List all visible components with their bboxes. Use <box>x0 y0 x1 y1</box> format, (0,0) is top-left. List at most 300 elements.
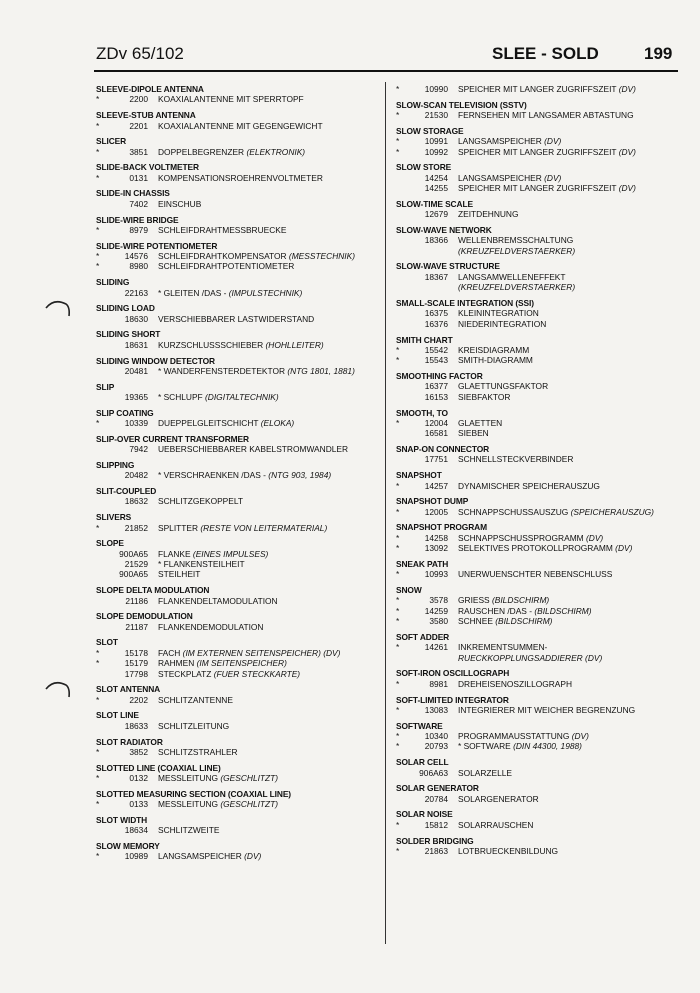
translation-row <box>96 799 378 809</box>
subject-field: (MESSTECHNIK) <box>288 251 355 262</box>
entry-term: SLIDE-WIRE POTENTIOMETER <box>96 240 218 251</box>
term-code: 21186 <box>125 595 148 606</box>
term-code: 10992 <box>424 146 448 157</box>
translation <box>158 658 287 668</box>
translation-row <box>396 820 680 830</box>
translation <box>158 496 243 506</box>
translation-row <box>396 705 680 715</box>
entry-term: SLOW-SCAN TELEVISION (SSTV) <box>396 99 527 110</box>
term-code: 3852 <box>129 746 148 757</box>
translation-text: MESSLEITUNG <box>158 773 219 784</box>
entry-term: SLOW-WAVE NETWORK <box>396 224 492 235</box>
translation-text: LANGSAMSPEICHER <box>158 851 242 862</box>
entry-term: SLIDING <box>96 277 130 288</box>
standard-marker: * <box>96 694 100 705</box>
translation <box>458 209 519 219</box>
standard-marker <box>396 173 408 183</box>
dictionary-entry <box>396 585 680 627</box>
translation-text: INTEGRIERER MIT WEICHER BEGRENZUNG <box>458 704 636 715</box>
translation-text: SPEICHER MIT LANGER ZUGRIFFSZEIT <box>458 84 617 94</box>
translation-text: FLANKE <box>158 548 191 559</box>
dictionary-entry <box>96 110 378 131</box>
entry-term: SOFTWARE <box>396 720 443 731</box>
dictionary-entry <box>96 241 378 272</box>
term-code: 900A65 <box>119 569 148 580</box>
translation-text: SCHLEIFDRAHTMESSBRUECKE <box>158 224 287 235</box>
entry-term: SLIT-COUPLED <box>96 486 157 497</box>
entry-term: SLIVERS <box>96 512 132 523</box>
translation <box>458 454 573 464</box>
subject-field: (DV) <box>618 183 636 194</box>
translation-row <box>396 481 680 491</box>
term-code: 2202 <box>129 694 148 705</box>
term-code: 10340 <box>424 731 448 742</box>
translation <box>458 595 549 605</box>
dictionary-entry <box>96 763 378 784</box>
dictionary-entry <box>96 460 378 481</box>
term-code: 12005 <box>424 506 448 517</box>
translation-row <box>396 768 680 778</box>
translation-row <box>396 392 680 402</box>
translation-text: KOAXIALANTENNE MIT GEGENGEWICHT <box>158 120 323 131</box>
entry-term: SLOT RADIATOR <box>96 736 163 747</box>
dictionary-entry <box>396 335 680 366</box>
translation <box>458 731 589 741</box>
translation <box>458 418 502 428</box>
translation <box>158 94 304 104</box>
dictionary-entry <box>96 382 378 403</box>
translation-row <box>96 569 378 579</box>
translation <box>458 110 634 120</box>
translation <box>158 340 324 350</box>
standard-marker: * <box>396 110 400 121</box>
standard-marker: * <box>96 261 100 272</box>
translation-row <box>96 147 378 157</box>
translation-row <box>396 679 680 689</box>
standard-marker <box>396 272 408 282</box>
translation <box>158 470 331 480</box>
translation-text: FLANKENDELTAMODULATION <box>158 595 278 606</box>
term-code: 8980 <box>129 261 148 272</box>
dictionary-entry <box>396 496 680 517</box>
standard-marker <box>96 496 108 506</box>
translation <box>458 569 612 579</box>
entry-term: SLOPE DELTA MODULATION <box>96 585 210 596</box>
standard-marker: * <box>396 136 400 147</box>
entry-term: SLOW MEMORY <box>96 840 160 851</box>
term-code: 18632 <box>124 496 148 507</box>
translation <box>158 825 219 835</box>
standard-marker <box>396 381 408 391</box>
entry-term: SOLAR GENERATOR <box>396 783 479 794</box>
standard-marker: * <box>396 417 400 428</box>
translation <box>158 261 294 271</box>
translation-text: SIEBFAKTOR <box>458 391 511 402</box>
term-code: 16376 <box>424 318 448 329</box>
translation-row <box>96 825 378 835</box>
term-code: 7942 <box>129 444 148 455</box>
entry-term: SNAPSHOT <box>396 470 442 481</box>
translation <box>158 559 245 569</box>
subject-field: (IM SEITENSPEICHER) <box>196 658 287 669</box>
entry-term: SLIDE-IN CHASSIS <box>96 188 170 199</box>
translation-text: SCHLITZGEKOPPELT <box>158 496 244 507</box>
entry-term: SOLAR CELL <box>396 757 449 768</box>
entry-term: SMALL-SCALE INTEGRATION (SSI) <box>396 297 534 308</box>
translation-text: GLAETTUNGSFAKTOR <box>458 381 549 392</box>
translation-row <box>96 496 378 506</box>
term-code: 12004 <box>424 417 448 428</box>
entry-term: SLIP COATING <box>96 407 154 418</box>
translation-row <box>96 669 378 679</box>
standard-marker <box>96 721 108 731</box>
standard-marker <box>96 444 108 454</box>
standard-marker: * <box>396 642 400 653</box>
standard-marker <box>96 559 108 569</box>
translation <box>458 846 558 856</box>
standard-marker <box>396 768 408 778</box>
punch-mark-upper <box>44 296 72 318</box>
standard-marker: * <box>396 731 400 742</box>
standard-marker: * <box>396 605 400 616</box>
term-code: 20784 <box>424 793 448 804</box>
term-code: 14254 <box>424 172 448 183</box>
translation <box>458 679 572 689</box>
translation-text: SPEICHER MIT LANGER ZUGRIFFSZEIT <box>458 183 617 194</box>
dictionary-entry <box>396 261 680 292</box>
standard-marker <box>96 669 108 679</box>
translation <box>458 173 561 183</box>
translation-text: UEBERSCHIEBBARER KABELSTROMWANDLER <box>158 444 349 455</box>
subject-field: (SPEICHERAUSZUG) <box>570 506 654 517</box>
translation-text: DYNAMISCHER SPEICHERAUSZUG <box>458 480 600 491</box>
term-code: 16581 <box>424 428 448 439</box>
translation <box>458 741 582 751</box>
entry-term: SLEEVE-STUB ANTENNA <box>96 110 196 121</box>
standard-marker <box>96 314 108 324</box>
translation <box>158 549 268 559</box>
standard-marker: * <box>396 344 400 355</box>
translation-text: KURZSCHLUSSSCHIEBER <box>158 339 264 350</box>
standard-marker <box>96 549 108 559</box>
subject-field: (ELOKA) <box>260 418 295 429</box>
subject-field: (IM EXTERNEN SEITENSPEICHER) (DV) <box>182 647 341 658</box>
term-code: 19365 <box>124 392 148 403</box>
translation-text: SCHNAPPSCHUSSPROGRAMM <box>458 532 584 543</box>
translation-row <box>96 251 378 261</box>
translation-text: SCHLEIFDRAHTKOMPENSATOR <box>158 251 287 262</box>
translation <box>158 648 340 658</box>
entry-term: SLICER <box>96 136 127 147</box>
translation-row <box>96 658 378 668</box>
term-code: 10990 <box>424 84 448 94</box>
dictionary-entry <box>96 356 378 377</box>
translation-text: SCHLEIFDRAHTPOTENTIOMETER <box>158 261 295 272</box>
subject-field: (FUER STECKKARTE) <box>213 668 301 679</box>
translation-row <box>96 596 378 606</box>
term-code: 15542 <box>424 344 448 355</box>
translation-row <box>396 209 680 219</box>
translation-row <box>96 94 378 104</box>
dictionary-entry <box>396 836 680 857</box>
translation-text: LANGSAMSPEICHER <box>458 136 542 147</box>
entry-term: SMOOTHING FACTOR <box>396 371 483 382</box>
translation-row <box>396 173 680 183</box>
document-id: ZDv 65/102 <box>96 44 184 63</box>
translation-text: WELLENBREMSSCHALTUNG <box>458 235 574 246</box>
translation <box>158 199 201 209</box>
translation-text: VERSCHIEBBARER LASTWIDERSTAND <box>158 313 315 324</box>
standard-marker: * <box>396 678 400 689</box>
term-code: 8979 <box>129 224 148 235</box>
column-divider <box>385 82 386 944</box>
entry-term: SLOPE DEMODULATION <box>96 611 193 622</box>
translation <box>458 319 546 329</box>
term-code: 14257 <box>424 480 448 491</box>
translation-row <box>96 392 378 402</box>
dictionary-entry <box>396 162 680 193</box>
standard-marker: * <box>396 355 400 366</box>
subject-field: (DIGITALTECHNIK) <box>205 392 279 403</box>
translation-text: NIEDERINTEGRATION <box>458 318 547 329</box>
standard-marker: * <box>396 741 400 752</box>
entry-term: SLIPPING <box>96 459 135 470</box>
translation <box>158 773 278 783</box>
entry-term: SOFT-LIMITED INTEGRATOR <box>396 694 509 705</box>
term-code: 13092 <box>424 543 448 554</box>
term-code: 21529 <box>124 559 148 570</box>
standard-marker: * <box>96 799 100 810</box>
translation-text: GRIESS <box>458 595 490 606</box>
translation <box>158 596 278 606</box>
standard-marker: * <box>96 224 100 235</box>
entry-term: SLIDING SHORT <box>96 329 161 340</box>
standard-marker: * <box>96 658 100 669</box>
standard-marker <box>396 454 408 464</box>
translation-text: ZEITDEHNUNG <box>458 209 519 220</box>
entry-term: SLOPE <box>96 538 124 549</box>
entry-term: SLOT <box>96 637 118 648</box>
standard-marker: * <box>96 746 100 757</box>
dictionary-entry <box>96 815 378 836</box>
translation-text: RAHMEN <box>158 658 195 669</box>
entry-term: SOFT-IRON OSCILLOGRAPH <box>396 668 510 679</box>
translation-text: FERNSEHEN MIT LANGSAMER ABTASTUNG <box>458 110 634 121</box>
standard-marker: * <box>396 569 400 580</box>
translation-text: KOMPENSATIONSROEHRENVOLTMETER <box>158 172 323 183</box>
dictionary-entry <box>396 225 680 256</box>
subject-field: (DV) <box>544 136 562 147</box>
entry-term: SLOT WIDTH <box>96 814 148 825</box>
term-code: 20481 <box>124 365 148 376</box>
translation <box>158 121 323 131</box>
dictionary-entry <box>396 84 680 94</box>
translation-text: RAUSCHEN /DAS - <box>458 605 532 616</box>
translation-text: LANGSAMWELLENEFFEKT <box>458 271 566 282</box>
translation <box>458 642 547 652</box>
dictionary-entry <box>96 789 378 810</box>
dictionary-entry <box>396 371 680 402</box>
translation <box>458 392 510 402</box>
dictionary-entry <box>96 611 378 632</box>
translation-row <box>96 340 378 350</box>
dictionary-entry <box>396 632 680 663</box>
subject-field: (ELEKTRONIK) <box>246 146 306 157</box>
translation <box>158 569 200 579</box>
subject-field: (DV) <box>618 146 636 157</box>
term-code: 14259 <box>424 605 448 616</box>
standard-marker: * <box>96 522 100 533</box>
term-code: 3578 <box>429 595 448 606</box>
translation <box>458 705 635 715</box>
translation-row <box>96 173 378 183</box>
translation-text: INKREMENTSUMMEN- <box>458 642 548 653</box>
term-code: 14258 <box>424 532 448 543</box>
translation-row <box>96 121 378 131</box>
translation-text: * WANDERFENSTERDETEKTOR <box>158 365 286 376</box>
translation-row <box>396 616 680 626</box>
translation-text: SOLARRAUSCHEN <box>458 819 534 830</box>
entry-term: SNEAK PATH <box>396 558 449 569</box>
translation <box>158 288 302 298</box>
term-code: 18630 <box>124 313 148 324</box>
dictionary-entry <box>96 710 378 731</box>
translation <box>158 173 323 183</box>
translation-text: SCHNEE <box>458 616 493 627</box>
entry-term: SLIP <box>96 381 115 392</box>
entry-term: SLOW-TIME SCALE <box>396 198 473 209</box>
translation-row <box>396 741 680 751</box>
right-column <box>396 84 680 862</box>
dictionary-entry <box>96 215 378 236</box>
translation <box>458 481 600 491</box>
entry-term: SNAP-ON CONNECTOR <box>396 444 490 455</box>
translation-row <box>96 773 378 783</box>
subject-field: (GESCHLITZT) <box>220 799 279 810</box>
translation-row <box>396 110 680 120</box>
dictionary-entry <box>396 126 680 157</box>
dictionary-entry <box>396 298 680 329</box>
dictionary-entry <box>396 100 680 121</box>
term-code: 12679 <box>424 209 448 220</box>
standard-marker <box>96 199 108 209</box>
dictionary-entry <box>96 538 378 580</box>
translation-row <box>96 199 378 209</box>
translation <box>158 392 279 402</box>
translation-row <box>396 543 680 553</box>
term-code: 14576 <box>124 251 148 262</box>
translation-row <box>96 314 378 324</box>
standard-marker: * <box>396 532 400 543</box>
term-code: 17798 <box>124 668 148 679</box>
standard-marker <box>96 569 108 579</box>
translation-row <box>396 731 680 741</box>
translation-row <box>396 454 680 464</box>
translation-text: SMITH-DIAGRAMM <box>458 355 533 366</box>
translation-row <box>96 470 378 480</box>
translation-row <box>396 569 680 579</box>
translation-row <box>396 319 680 329</box>
term-code: 10993 <box>424 569 448 580</box>
translation <box>458 183 636 193</box>
translation-row <box>96 444 378 454</box>
standard-marker <box>396 209 408 219</box>
translation <box>158 444 348 454</box>
entry-term: SLOW STORAGE <box>396 125 464 136</box>
translation-text: GLAETTEN <box>458 417 503 428</box>
subject-field: (HOHLLEITER) <box>265 339 324 350</box>
translation <box>158 366 355 376</box>
term-code: 2201 <box>129 120 148 131</box>
page-number: 199 <box>644 44 673 63</box>
dictionary-entry <box>396 444 680 465</box>
term-code: 21530 <box>424 110 448 121</box>
translation-row <box>396 642 680 652</box>
translation-row <box>396 136 680 146</box>
dictionary-entry <box>396 695 680 716</box>
translation <box>158 747 238 757</box>
translation-row <box>396 355 680 365</box>
subject-field: (IMPULSTECHNIK) <box>228 287 303 298</box>
translation-text: SCHLITZANTENNE <box>158 694 233 705</box>
entry-term: SLOTTED MEASURING SECTION (COAXIAL LINE) <box>96 788 291 799</box>
entry-term: SLOW-WAVE STRUCTURE <box>396 261 500 272</box>
translation <box>458 345 529 355</box>
term-code: 14261 <box>424 642 448 653</box>
dictionary-entry <box>396 408 680 439</box>
dictionary-entry <box>396 199 680 220</box>
subject-field: (DV) <box>618 84 636 94</box>
translation <box>158 251 355 261</box>
translation-row <box>96 366 378 376</box>
translation-row <box>396 846 680 856</box>
dictionary-entry <box>396 757 680 778</box>
dictionary-entry <box>396 470 680 491</box>
dictionary-entry <box>396 809 680 830</box>
translation-text: SCHLITZWEITE <box>158 825 220 836</box>
term-code: 10991 <box>424 136 448 147</box>
term-code: 16375 <box>424 308 448 319</box>
entry-term: SOFT ADDER <box>396 631 450 642</box>
term-code: 20482 <box>124 470 148 481</box>
translation-text: KLEININTEGRATION <box>458 308 539 319</box>
subject-field: (BILDSCHIRM) <box>534 605 592 616</box>
standard-marker <box>396 794 408 804</box>
standard-marker <box>396 183 408 193</box>
standard-marker <box>96 470 108 480</box>
dictionary-entry <box>96 737 378 758</box>
translation <box>458 543 632 553</box>
term-code: 21852 <box>124 522 148 533</box>
subject-field: (DIN 44300, 1988) <box>513 741 582 752</box>
translation <box>458 147 636 157</box>
standard-marker: * <box>96 120 100 131</box>
dictionary-entry <box>96 136 378 157</box>
standard-marker: * <box>396 616 400 627</box>
translation <box>458 355 533 365</box>
term-code: 18367 <box>424 271 448 282</box>
translation-row <box>396 381 680 391</box>
translation <box>458 794 539 804</box>
term-code: 14255 <box>424 183 448 194</box>
standard-marker <box>96 825 108 835</box>
term-code: 20793 <box>424 741 448 752</box>
translation-continuation: (KREUZFELDVERSTAERKER) <box>458 245 576 256</box>
subject-field: (BILDSCHIRM) <box>495 616 553 627</box>
translation-row <box>396 147 680 157</box>
term-code: 16377 <box>424 381 448 392</box>
translation <box>158 523 327 533</box>
